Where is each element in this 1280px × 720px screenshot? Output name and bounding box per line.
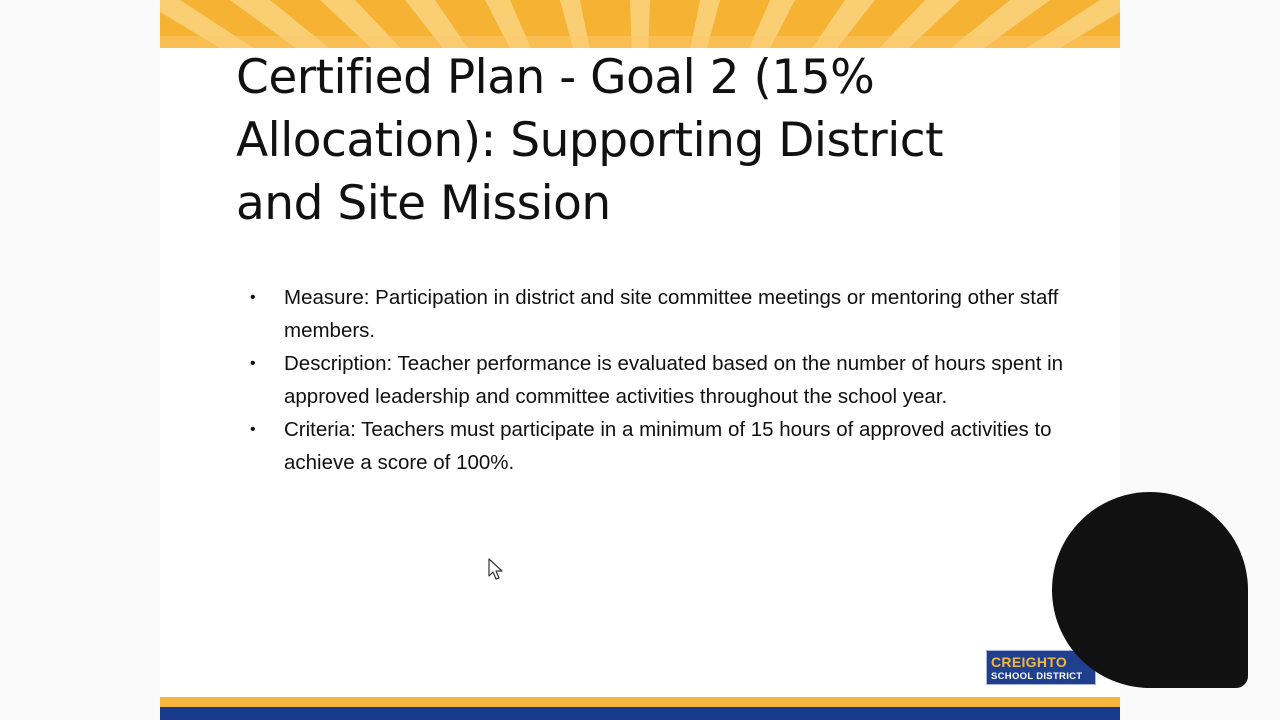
presentation-slide (160, 0, 1120, 720)
bullet-marker: • (250, 355, 256, 372)
footer-yellow-stripe (160, 697, 1120, 707)
bullet-item-criteria (250, 413, 1070, 479)
bullet-marker: • (250, 289, 256, 306)
left-letterbox (0, 0, 160, 720)
webcam-overlay (1052, 492, 1248, 688)
logo-name: CREIGHTO (991, 654, 1068, 670)
slide-title: Certified Plan - Goal 2 (15% Allocation): Supporting District and Site Mission (236, 50, 944, 231)
mouse-pointer-icon (488, 558, 506, 582)
bullet-text: Description: Teacher performance is evaluated based on the number of hours spent in approved leadership and committee activities throughout the school year. (284, 352, 1064, 408)
bullet-marker: • (250, 421, 256, 438)
bullet-text: Measure: Participation in district and site committee meetings or mentoring other staff members. (284, 286, 1059, 342)
bullet-item-description (250, 347, 1070, 413)
bullet-text: Criteria: Teachers must participate in a minimum of 15 hours of approved activities to achieve a score of 100%. (284, 418, 1052, 474)
footer-blue-stripe (160, 707, 1120, 720)
bullet-list (250, 281, 1070, 479)
logo-subtitle: SCHOOL DISTRICT (991, 671, 1083, 682)
sunburst-header-banner (160, 0, 1120, 48)
bullet-item-measure (250, 281, 1070, 347)
